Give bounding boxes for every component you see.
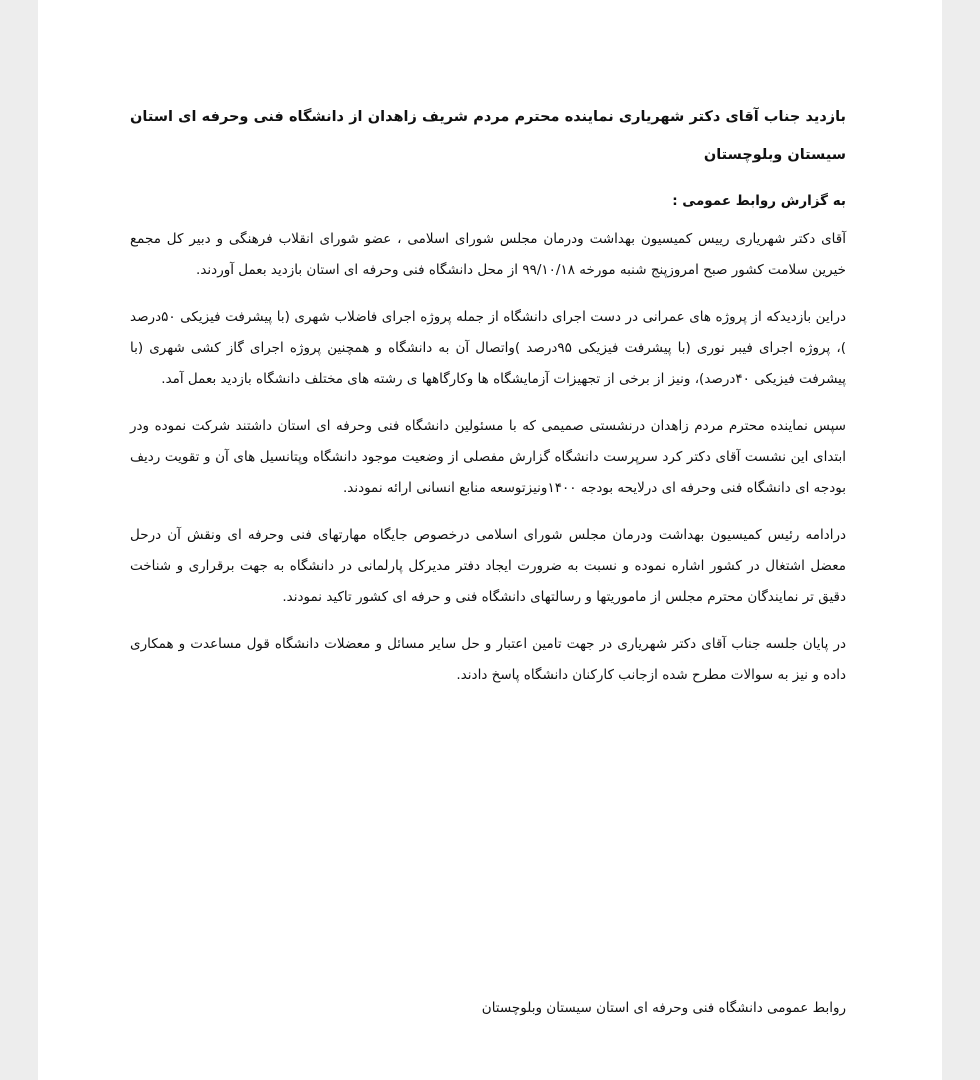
document-signature: روابط عمومی دانشگاه فنی وحرفه ای استان سیستان وبلوچستان	[481, 1000, 846, 1016]
paragraph-4: درادامه رئیس کمیسیون بهداشت ودرمان مجلس شورای اسلامی درخصوص جایگاه مهارتهای فنی وحرفه ای ونقش آن درحل معضل اشتغال در کشور اشاره نموده و نسبت به ضرورت ایجاد دفتر مدیرکل پارلمانی در دانشگاه به جهت برقراری و شناخت دقیق تر نمایندگان محترم مجلس از ماموریتها و رسالتهای دانشگاه فنی و حرفه ای کشور تاکید نمودند.	[130, 527, 846, 605]
document-subtitle: به گزارش روابط عمومی :	[672, 193, 846, 209]
document-title: بازدید جناب آقای دکتر شهریاری نماینده محترم مردم شریف زاهدان از دانشگاه فنی وحرفه ای استان سیستان وبلوچستان	[130, 109, 846, 163]
document-body	[130, 98, 846, 707]
document-page	[38, 0, 942, 1080]
paragraph-3: سپس نماینده محترم مردم زاهدان درنشستی صمیمی که با مسئولین دانشگاه فنی وحرفه ای استان داشتند شرکت نموده ودر ابتدای این نشست آقای دکتر کرد سرپرست دانشگاه گزارش مفصلی از وضعیت موجود دانشگاه وپتانسیل های آن و تقویت ردیف بودجه ای دانشگاه فنی وحرفه ای درلایحه بودجه ۱۴۰۰ونیزتوسعه منابع انسانی ارائه نمودند.	[130, 418, 846, 496]
paragraph-5: در پایان جلسه جناب آقای دکتر شهریاری در جهت تامین اعتبار و حل سایر مسائل و معضلات دانشگاه قول مساعدت و همکاری داده و نیز به سوالات مطرح شده ازجانب کارکنان دانشگاه پاسخ دادند.	[130, 636, 846, 683]
paragraph-1: آقای دکتر شهریاری رییس کمیسیون بهداشت ودرمان مجلس شورای اسلامی ، عضو شورای انقلاب فرهنگی و دبیر کل مجمع خیرین سلامت کشور صبح امروزپنج شنبه مورخه ۹۹/۱۰/۱۸ از محل دانشگاه فنی وحرفه ای استان بازدید بعمل آوردند.	[130, 231, 846, 278]
paragraph-2: دراین بازدیدکه از پروژه های عمرانی در دست اجرای دانشگاه از جمله پروژه اجرای فاضلاب شهری (با پیشرفت فیزیکی ۵۰درصد )، پروژه اجرای فیبر نوری (با پیشرفت فیزیکی ۹۵درصد )واتصال آن به دانشگاه و همچنین پروژه اجرای گاز کشی شهری (با پیشرفت فیزیکی ۴۰درصد)، ونیز از برخی از تجهیزات آزمایشگاه ها وکارگاهها ی رشته های مختلف دانشگاه بازدید بعمل آمد.	[130, 309, 846, 387]
